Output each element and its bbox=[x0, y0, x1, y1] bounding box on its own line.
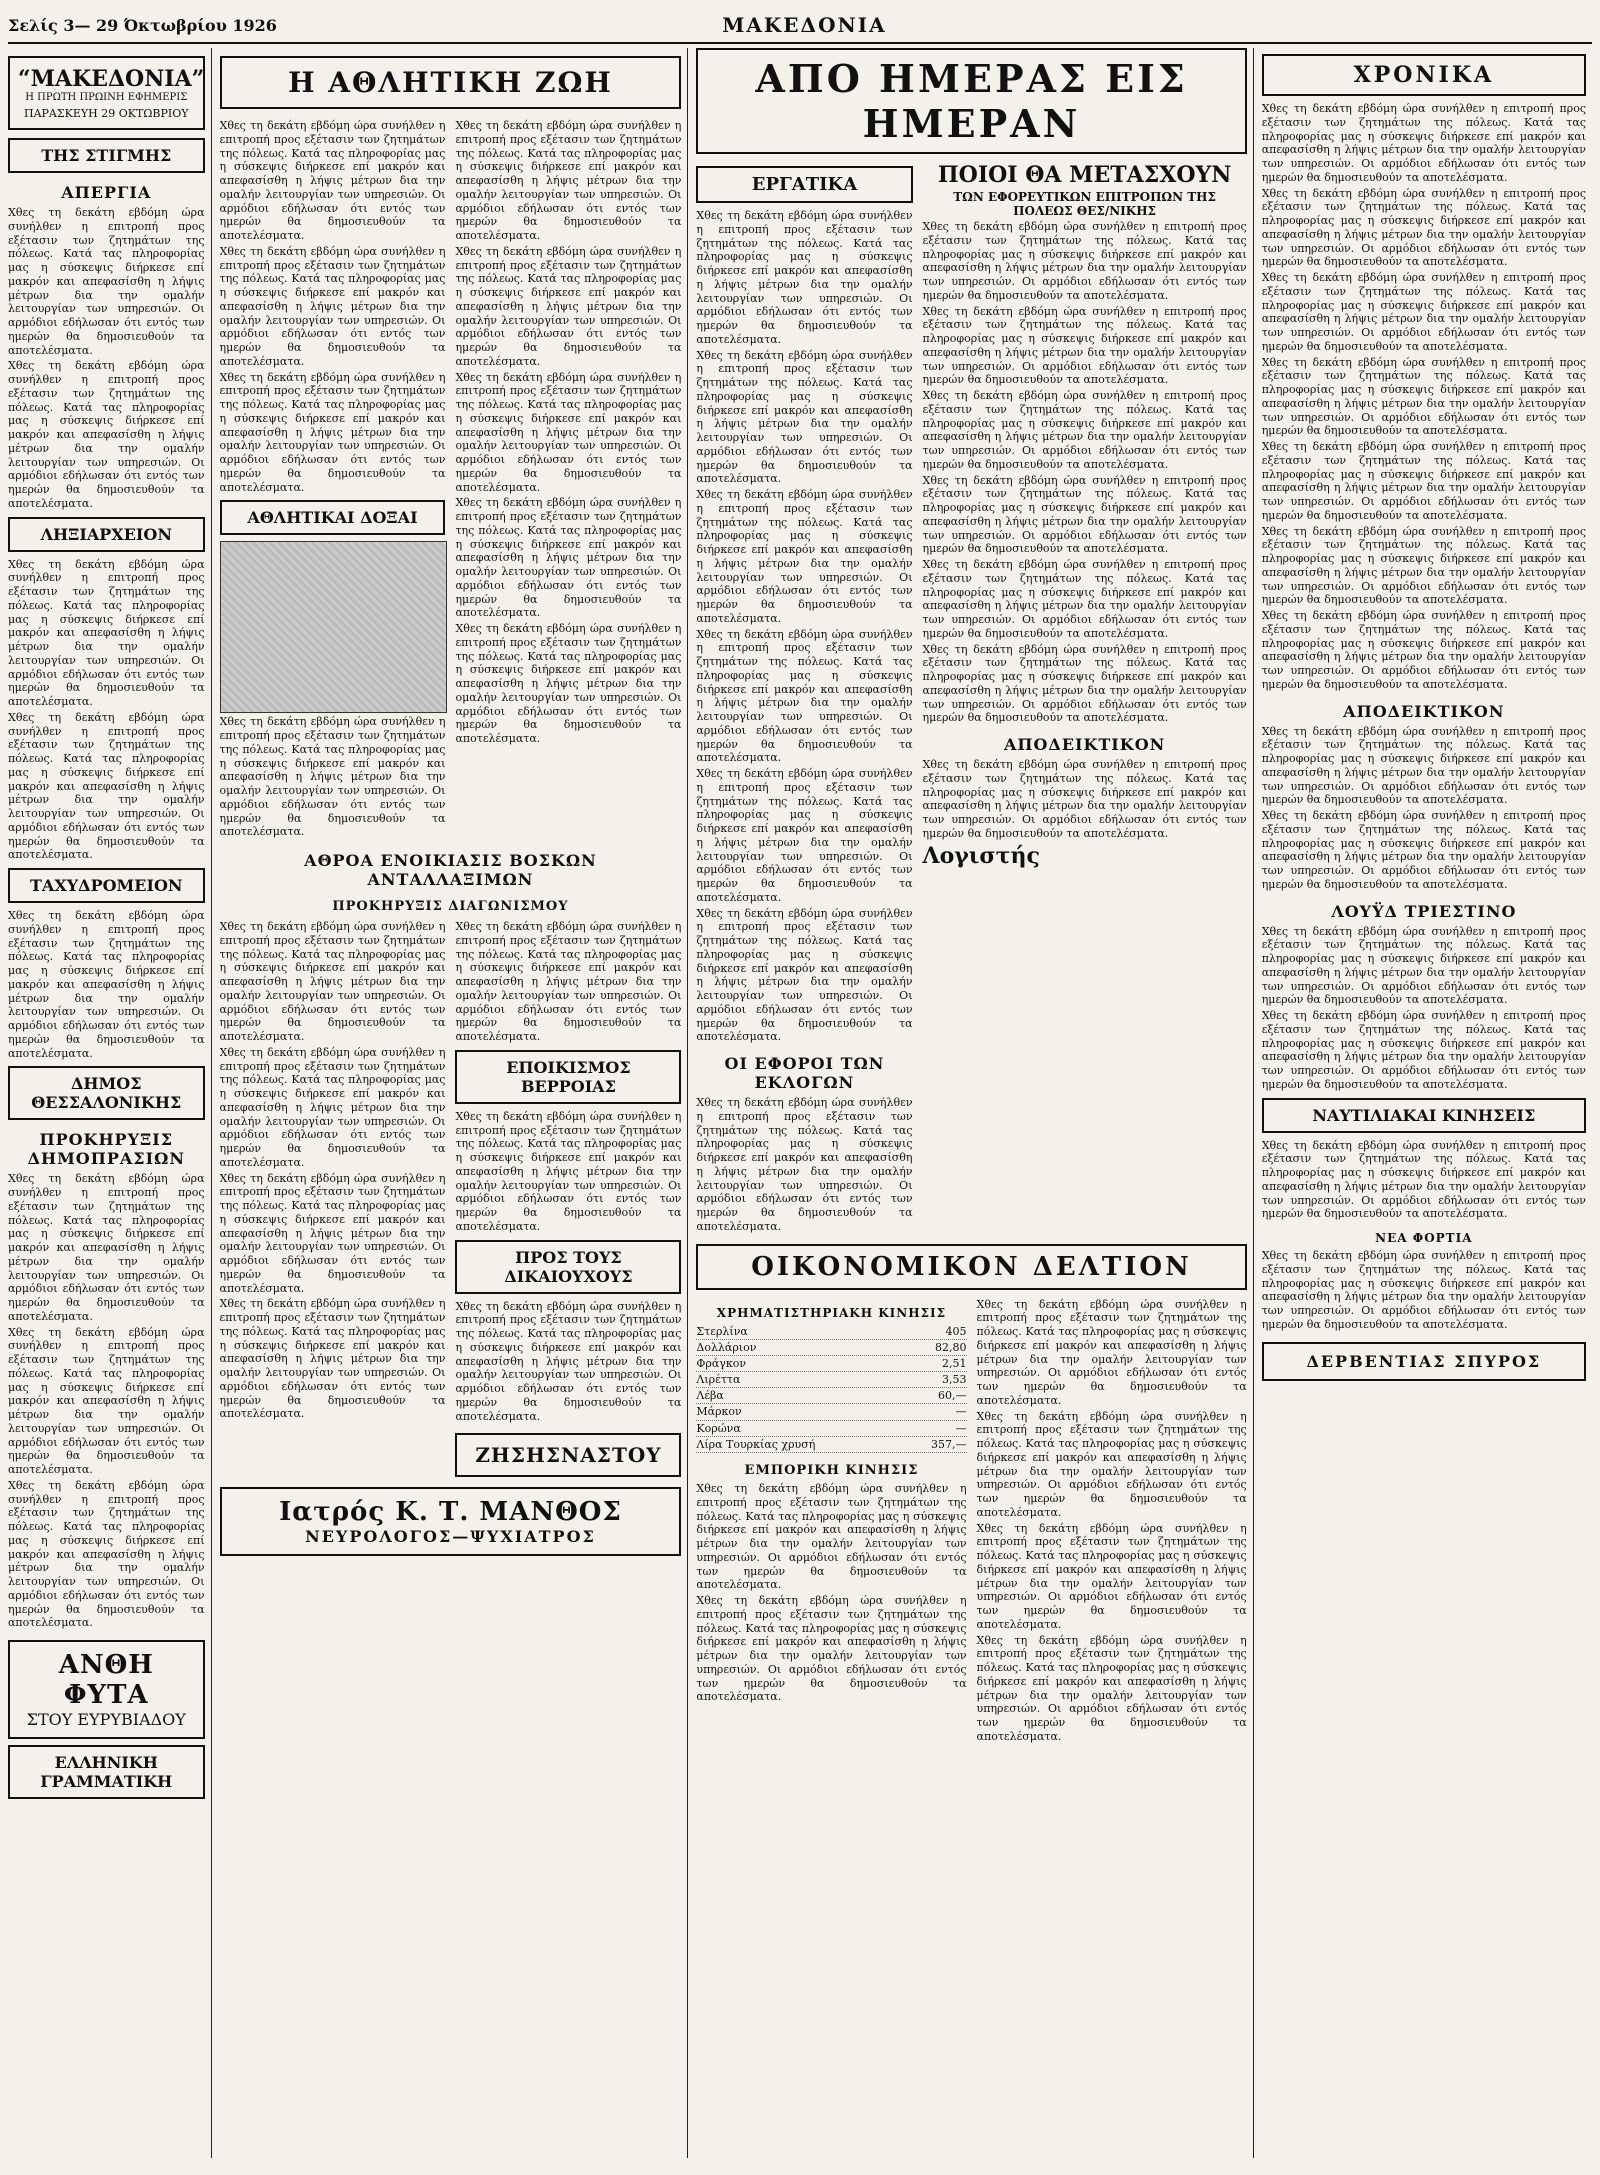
column-4: ΧΡΟΝΙΚΑ Χθες τη δεκάτη εβδόμη ώρα συνήλθεν η επιτροπή προς εξέτασιν των ζητημάτων της πόλεως. Κατά τας πληροφορίας μας η σύσκεψις διήρκεσε επί μακρόν και απεφασίσθη η λήψις μέτρων δια την ομαλήν λειτουργίαν των υπηρεσιών. Οι αρμόδιοι εδήλωσαν ότι εντός των ημερών θα δημοσιευθούν τα αποτελέσματα. Χθες τη δεκάτη εβδόμη ώρα συνήλθεν η επιτροπή προς εξέτασιν των ζητημάτων της πόλεως. Κατά τας πληροφορίας μας η σύσκεψις διήρκεσε επί μακρόν και απεφασίσθη η λήψις μέτρων δια την ομαλήν λειτουργίαν των υπηρεσιών. Οι αρμόδιοι εδήλωσαν ότι εντός των ημερών θα δημοσιευθούν τα αποτελέσματα. Χθες τη δεκάτη εβδόμη ώρα συνήλθεν η επιτροπή προς εξέτασιν των ζητημάτων της πόλεως. Κατά τας πληροφορίας μας η σύσκεψις διήρκεσε επί μακρόν και απεφασίσθη η λήψις μέτρων δια την ομαλήν λειτουργίαν των υπηρεσιών. Οι αρμόδιοι εδήλωσαν ότι εντός των ημερών θα δημοσιευθούν τα αποτελέσματα. Χθες τη δεκάτη εβδόμη ώρα συνήλθεν η επιτροπή προς εξέτασιν των ζητημάτων της πόλεως. Κατά τας πληροφορίας μας η σύσκεψις διήρκεσε επί μακρόν και απεφασίσθη η λήψις μέτρων δια την ομαλήν λειτουργίαν των υπηρεσιών. Οι αρμόδιοι εδήλωσαν ότι εντός των ημερών θα δημοσιευθούν τα αποτελέσματα. Χθες τη δεκάτη εβδόμη ώρα συνήλθεν η επιτροπή προς εξέτασιν των ζητημάτων της πόλεως. Κατά τας πληροφορίας μας η σύσκεψις διήρκεσε επί μακρόν και απεφασίσθη η λήψις μέτρων δια την ομαλήν λειτουργίαν των υπηρεσιών. Οι αρμόδιοι εδήλωσαν ότι εντός των ημερών θα δημοσιευθούν τα αποτελέσματα. Χθες τη δεκάτη εβδόμη ώρα συνήλθεν η επιτροπή προς εξέτασιν των ζητημάτων της πόλεως. Κατά τας πληροφορίας μας η σύσκεψις διήρκεσε επί μακρόν και απεφασίσθη η λήψις μέτρων δια την ομαλήν λειτουργίαν των υπηρεσιών. Οι αρμόδιοι εδήλωσαν ότι εντός των ημερών θα δημοσιευθούν τα αποτελέσματα. Χθες τη δεκάτη εβδόμη ώρα συνήλθεν η επιτροπή προς εξέτασιν των ζητημάτων της πόλεως. Κατά τας πληροφορίας μας η σύσκεψις διήρκεσε επί μακρόν και απεφασίσθη η λήψις μέτρων δια την ομαλήν λειτουργίαν των υπηρεσιών. Οι αρμόδιοι εδήλωσαν ότι εντός των ημερών θα δημοσιευθούν τα αποτελέσματα. ΑΠΟΔΕΙΚΤΙΚΟΝ Χθες τη δεκάτη εβδόμη ώρα συνήλθεν η επιτροπή προς εξέτασιν των ζητημάτων της πόλεως. Κατά τας πληροφορίας μας η σύσκεψις διήρκεσε επί μακρόν και απεφασίσθη η λήψις μέτρων δια την ομαλήν λειτουργίαν των υπηρεσιών. Οι αρμόδιοι εδήλωσαν ότι εντός των ημερών θα δημοσιευθούν τα αποτελέσματα. Χθες τη δεκάτη εβδόμη ώρα συνήλθεν η επιτροπή προς εξέτασιν των ζητημάτων της πόλεως. Κατά τας πληροφορίας μας η σύσκεψις διήρκεσε επί μακρόν και απεφασίσθη η λήψις μέτρων δια την ομαλήν λειτουργίαν των υπηρεσιών. Οι αρμόδιοι εδήλωσαν ότι εντός των ημερών θα δημοσιευθούν τα αποτελέσματα. ΛΟΥΫΔ ΤΡΙΕΣΤΙΝΟ Χθες τη δεκάτη εβδόμη ώρα συνήλθεν η επιτροπή προς εξέτασιν των ζητημάτων της πόλεως. Κατά τας πληροφορίας μας η σύσκεψις διήρκεσε επί μακρόν και απεφασίσθη η λήψις μέτρων δια την ομαλήν λειτουργίαν των υπηρεσιών. Οι αρμόδιοι εδήλωσαν ότι εντός των ημερών θα δημοσιευθούν τα αποτελέσματα. Χθες τη δεκάτη εβδόμη ώρα συνήλθεν η επιτροπή προς εξέτασιν των ζητημάτων της πόλεως. Κατά τας πληροφορίας μας η σύσκεψις διήρκεσε επί μακρόν και απεφασίσθη η λήψις μέτρων δια την ομαλήν λειτουργίαν των υπηρεσιών. Οι αρμόδιοι εδήλωσαν ότι εντός των ημερών θα δημοσιευθούν τα αποτελέσματα. ΝΑΥΤΙΛΙΑΚΑΙ ΚΙΝΗΣΕΙΣ Χθες τη δεκάτη εβδόμη ώρα συνήλθεν η επιτροπή προς εξέτασιν των ζητημάτων της πόλεως. Κατά τας πληροφορίας μας η σύσκεψις διήρκεσε επί μακρόν και απεφασίσθη η λήψις μέτρων δια την ομαλήν λειτουργίαν των υπηρεσιών. Οι αρμόδιοι εδήλωσαν ότι εντός των ημερών θα δημοσιευθούν τα αποτελέσματα. ΝΕΑ ΦΟΡΤΙΑ Χθες τη δεκάτη εβδόμη ώρα συνήλθεν η επιτροπή προς εξέτασιν των ζητημάτων της πόλεως. Κατά τας πληροφορίας μας η σύσκεψις διήρκεσε επί μακρόν και απεφασίσθη η λήψις μέτρων δια την ομαλήν λειτουργίαν των υπηρεσιών. Οι αρμόδιοι εδήλωσαν ότι εντός των ημερών θα δημοσιευθούν τα αποτελέσματα. ΔΕΡΒΕΝΤΙΑΣ ΣΠΥΡΟΣ bbox=[1262, 48, 1592, 2158]
exchange-name: Στερλίνα bbox=[696, 1324, 748, 1338]
page-date: Σελίς 3— 29 Όκτωβρίου 1926 bbox=[8, 15, 277, 35]
exchange-row bbox=[696, 1421, 966, 1437]
dimos-heading: ΔΗΜΟΣ ΘΕΣΣΑΛΟΝΙΚΗΣ bbox=[8, 1066, 205, 1120]
veroia-heading: ΕΠΟΙΚΙΣΜΟΣ ΒΕΡΡΟΙΑΣ bbox=[455, 1050, 681, 1104]
newsbox-title: “ΜΑΚΕΔΟΝΙΑ” bbox=[18, 66, 205, 92]
column-1 bbox=[8, 48, 212, 2158]
exchange-value: 82,80 bbox=[935, 1340, 967, 1354]
exchange-value: 60,— bbox=[938, 1389, 967, 1403]
sports-body bbox=[220, 117, 682, 841]
poioi-sub: ΤΩΝ ΕΦΟΡΕΥΤΙΚΩΝ ΕΠΙΤΡΟΠΩΝ ΤΗΣ ΠΟΛΕΩΣ ΘΕΣ/ΝΙΚΗΣ bbox=[953, 190, 1216, 218]
ergatika-row: ΕΡΓΑΤΙΚΑ Χθες τη δεκάτη εβδόμη ώρα συνήλθεν η επιτροπή προς εξέτασιν των ζητημάτων της πόλεως. Κατά τας πληροφορίας μας η σύσκεψις διήρκεσε επί μακρόν και απεφασίσθη η λήψις μέτρων δια την ομαλήν λειτουργίαν των υπηρεσιών. Οι αρμόδιοι εδήλωσαν ότι εντός των ημερών θα δημοσιευθούν τα αποτελέσματα. Χθες τη δεκάτη εβδόμη ώρα συνήλθεν η επιτροπή προς εξέτασιν των ζητημάτων της πόλεως. Κατά τας πληροφορίας μας η σύσκεψις διήρκεσε επί μακρόν και απεφασίσθη η λήψις μέτρων δια την ομαλήν λειτουργίαν των υπηρεσιών. Οι αρμόδιοι εδήλωσαν ότι εντός των ημερών θα δημοσιευθούν τα αποτελέσματα. Χθες τη δεκάτη εβδόμη ώρα συνήλθεν η επιτροπή προς εξέτασιν των ζητημάτων της πόλεως. Κατά τας πληροφορίας μας η σύσκεψις διήρκεσε επί μακρόν και απεφασίσθη η λήψις μέτρων δια την ομαλήν λειτουργίαν των υπηρεσιών. Οι αρμόδιοι εδήλωσαν ότι εντός των ημερών θα δημοσιευθούν τα αποτελέσματα. Χθες τη δεκάτη εβδόμη ώρα συνήλθεν η επιτροπή προς εξέτασιν των ζητημάτων της πόλεως. Κατά τας πληροφορίας μας η σύσκεψις διήρκεσε επί μακρόν και απεφασίσθη η λήψις μέτρων δια την ομαλήν λειτουργίαν των υπηρεσιών. Οι αρμόδιοι εδήλωσαν ότι εντός των ημερών θα δημοσιευθούν τα αποτελέσματα. Χθες τη δεκάτη εβδόμη ώρα συνήλθεν η επιτροπή προς εξέτασιν των ζητημάτων της πόλεως. Κατά τας πληροφορίας μας η σύσκεψις διήρκεσε επί μακρόν και απεφασίσθη η λήψις μέτρων δια την ομαλήν λειτουργίαν των υπηρεσιών. Οι αρμόδιοι εδήλωσαν ότι εντός των ημερών θα δημοσιευθούν τα αποτελέσματα. Χθες τη δεκάτη εβδόμη ώρα συνήλθεν η επιτροπή προς εξέτασιν των ζητημάτων της πόλεως. Κατά τας πληροφορίας μας η σύσκεψις διήρκεσε επί μακρόν και απεφασίσθη η λήψις μέτρων δια την ομαλήν λειτουργίαν των υπηρεσιών. Οι αρμόδιοι εδήλωσαν ότι εντός των ημερών θα δημοσιευθούν τα αποτελέσματα. ΟΙ ΕΦΟΡΟΙ ΤΩΝ ΕΚΛΟΓΩΝ Χθες τη δεκάτη εβδόμη ώρα συνήλθεν η επιτροπή προς εξέτασιν των ζητημάτων της πόλεως. Κατά τας πληροφορίας μας η σύσκεψις διήρκεσε επί μακρόν και απεφασίσθη η λήψις μέτρων δια την ομαλήν λειτουργίαν των υπηρεσιών. Οι αρμόδιοι εδήλωσαν ότι εντός των ημερών θα δημοσιευθούν τα αποτελέσματα. ΠΟΙΟΙ ΘΑ ΜΕΤΑΣΧΟΥΝ ΤΩΝ ΕΦΟΡΕΥΤΙΚΩΝ ΕΠΙΤΡΟΠΩΝ ΤΗΣ ΠΟΛΕΩΣ ΘΕΣ/ΝΙΚΗΣ Χθες τη δεκάτη εβδόμη ώρα συνήλθεν η επιτροπή προς εξέτασιν των ζητημάτων της πόλεως. Κατά τας πληροφορίας μας η σύσκεψις διήρκεσε επί μακρόν και απεφασίσθη η λήψις μέτρων δια την ομαλήν λειτουργίαν των υπηρεσιών. Οι αρμόδιοι εδήλωσαν ότι εντός των ημερών θα δημοσιευθούν τα αποτελέσματα. Χθες τη δεκάτη εβδόμη ώρα συνήλθεν η επιτροπή προς εξέτασιν των ζητημάτων της πόλεως. Κατά τας πληροφορίας μας η σύσκεψις διήρκεσε επί μακρόν και απεφασίσθη η λήψις μέτρων δια την ομαλήν λειτουργίαν των υπηρεσιών. Οι αρμόδιοι εδήλωσαν ότι εντός των ημερών θα δημοσιευθούν τα αποτελέσματα. Χθες τη δεκάτη εβδόμη ώρα συνήλθεν η επιτροπή προς εξέτασιν των ζητημάτων της πόλεως. Κατά τας πληροφορίας μας η σύσκεψις διήρκεσε επί μακρόν και απεφασίσθη η λήψις μέτρων δια την ομαλήν λειτουργίαν των υπηρεσιών. Οι αρμόδιοι εδήλωσαν ότι εντός των ημερών θα δημοσιευθούν τα αποτελέσματα. Χθες τη δεκάτη εβδόμη ώρα συνήλθεν η επιτροπή προς εξέτασιν των ζητημάτων της πόλεως. Κατά τας πληροφορίας μας η σύσκεψις διήρκεσε επί μακρόν και απεφασίσθη η λήψις μέτρων δια την ομαλήν λειτουργίαν των υπηρεσιών. Οι αρμόδιοι εδήλωσαν ότι εντός των ημερών θα δημοσιευθούν τα αποτελέσματα. Χθες τη δεκάτη εβδόμη ώρα συνήλθεν η επιτροπή προς εξέτασιν των ζητημάτων της πόλεως. Κατά τας πληροφορίας μας η σύσκεψις διήρκεσε επί μακρόν και απεφασίσθη η λήψις μέτρων δια την ομαλήν λειτουργίαν των υπηρεσιών. Οι αρμόδιοι εδήλωσαν ότι εντός των ημερών θα δημοσιευθούν τα αποτελέσματα. Χθες τη δεκάτη εβδόμη ώρα συνήλθεν η επιτροπή προς εξέτασιν των ζητημάτων της πόλεως. Κατά τας πληροφορίας μας η σύσκεψις διήρκεσε επί μακρόν και απεφασίσθη η λήψις μέτρων δια την ομαλήν λειτουργίαν των υπηρεσιών. Οι αρμόδιοι εδήλωσαν ότι εντός των ημερών θα δημοσιευθούν τα αποτελέσματα. ΑΠΟΔΕΙΚΤΙΚΟΝ Χθες τη δεκάτη εβδόμη ώρα συνήλθεν η επιτροπή προς εξέτασιν των ζητημάτων της πόλεως. Κατά τας πληροφορίας μας η σύσκεψις διήρκεσε επί μακρόν και απεφασίσθη η λήψις μέτρων δια την ομαλήν λειτουργίαν των υπηρεσιών. Οι αρμόδιοι εδήλωσαν ότι εντός των ημερών θα δημοσιευθούν τα αποτελέσματα. Λογιστής bbox=[696, 162, 1247, 1233]
newsbox-sub: Η ΠΡΩΤΗ ΠΡΩΙΝΗ ΕΦΗΜΕΡΙΣ bbox=[25, 92, 188, 103]
enoikiasis-heading: ΑΘΡΟΑ ΕΝΟΙΚΙΑΣΙΣ ΒΟΣΚΩΝ ΑΝΤΑΛΛΑΞΙΜΩΝ bbox=[304, 851, 597, 889]
column-3 bbox=[696, 48, 1253, 2158]
exchange-row bbox=[696, 1388, 966, 1404]
dikaiouchous-heading: ΠΡΟΣ ΤΟΥΣ ΔΙΚΑΙΟΥΧΟΥΣ bbox=[455, 1240, 681, 1294]
sports-text-2: Χθες τη δεκάτη εβδόμη ώρα συνήλθεν η επιτροπή προς εξέτασιν των ζητημάτων της πόλεως. Κατά τας πληροφορίας μας η σύσκεψις διήρκεσε επί μακρόν και απεφασίσθη η λήψις μέτρων δια την ομαλήν λειτουργίαν των υπηρεσιών. Οι αρμόδιοι εδήλωσαν ότι εντός των ημερών θα δημοσιευθούν τα αποτελέσματα. bbox=[219, 715, 446, 839]
exchange-row bbox=[696, 1437, 966, 1453]
exchange-name: Μάρκον bbox=[696, 1405, 742, 1419]
exchange-name: Λίρα Τουρκίας χρυσή bbox=[696, 1437, 816, 1451]
exchange-table bbox=[696, 1324, 966, 1454]
chronika-heading: ΧΡΟΝΙΚΑ bbox=[1262, 54, 1586, 96]
dimoprasion-heading: ΠΡΟΚΗΡΥΞΙΣ ΔΗΜΟΠΡΑΣΙΩΝ bbox=[27, 1130, 185, 1169]
anthi-title: ΑΝΘΗ ΦΥΤΑ bbox=[58, 1650, 154, 1710]
sports-text-1: Χθες τη δεκάτη εβδόμη ώρα συνήλθεν η επιτροπή προς εξέτασιν των ζητημάτων της πόλεως. Κατά τας πληροφορίας μας η σύσκεψις διήρκεσε επί μακρόν και απεφασίσθη η λήψις μέτρων δια την ομαλήν λειτουργίαν των υπηρεσιών. Οι αρμόδιοι εδήλωσαν ότι εντός των ημερών θα δημοσιευθούν τα αποτελέσματα. Χθες τη δεκάτη εβδόμη ώρα συνήλθεν η επιτροπή προς εξέτασιν των ζητημάτων της πόλεως. Κατά τας πληροφορίας μας η σύσκεψις διήρκεσε επί μακρόν και απεφασίσθη η λήψις μέτρων δια την ομαλήν λειτουργίαν των υπηρεσιών. Οι αρμόδιοι εδήλωσαν ότι εντός των ημερών θα δημοσιευθούν τα αποτελέσματα. Χθες τη δεκάτη εβδόμη ώρα συνήλθεν η επιτροπή προς εξέτασιν των ζητημάτων της πόλεως. Κατά τας πληροφορίας μας η σύσκεψις διήρκεσε επί μακρόν και απεφασίσθη η λήψις μέτρων δια την ομαλήν λειτουργίαν των υπηρεσιών. Οι αρμόδιοι εδήλωσαν ότι εντός των ημερών θα δημοσιευθούν τα αποτελέσματα. bbox=[219, 119, 446, 494]
newsbox-date: ΠΑΡΑΣΚΕΥΗ 29 ΟΚΤΩΒΡΙΟΥ bbox=[23, 107, 189, 120]
newspaper-page bbox=[8, 8, 1592, 2158]
emporiki-heading: ΕΜΠΟΡΙΚΗ ΚΙΝΗΣΙΣ bbox=[744, 1463, 919, 1478]
manthos-name: Ιατρός Κ. Τ. ΜΑΝΘΟΣ bbox=[279, 1497, 622, 1528]
exchange-row bbox=[696, 1404, 966, 1420]
newspaper-name: ΜΑΚΕΔΟΝΙΑ bbox=[722, 13, 887, 37]
zisenastou-ad: ΖΗΣΗΣΝΑΣΤΟΥ bbox=[455, 1433, 681, 1477]
exchange-value: — bbox=[955, 1405, 967, 1419]
exchange-name: Δολλάριον bbox=[696, 1340, 757, 1354]
athlete-photo bbox=[220, 541, 448, 713]
apergia-text: Χθες τη δεκάτη εβδόμη ώρα συνήλθεν η επιτροπή προς εξέτασιν των ζητημάτων της πόλεως. Κατά τας πληροφορίας μας η σύσκεψις διήρκεσε επί μακρόν και απεφασίσθη η λήψις μέτρων δια την ομαλήν λειτουργίαν των υπηρεσιών. Οι αρμόδιοι εδήλωσαν ότι εντός των ημερών θα δημοσιευθούν τα αποτελέσματα. Χθες τη δεκάτη εβδόμη ώρα συνήλθεν η επιτροπή προς εξέτασιν των ζητημάτων της πόλεως. Κατά τας πληροφορίας μας η σύσκεψις διήρκεσε επί μακρόν και απεφασίσθη η λήψις μέτρων δια την ομαλήν λειτουργίαν των υπηρεσιών. Οι αρμόδιοι εδήλωσαν ότι εντός των ημερών θα δημοσιευθούν τα αποτελέσματα. bbox=[8, 206, 205, 510]
poioi-heading: ΠΟΙΟΙ ΘΑ ΜΕΤΑΣΧΟΥΝ bbox=[937, 162, 1232, 188]
newsbox bbox=[8, 56, 205, 130]
exchange-value: 357,— bbox=[931, 1437, 967, 1451]
exchange-name: Λιρέττα bbox=[696, 1373, 741, 1387]
exchange-row bbox=[696, 1324, 966, 1340]
diagonismou-heading: ΠΡΟΚΗΡΥΞΙΣ ΔΙΑΓΩΝΙΣΜΟΥ bbox=[332, 899, 569, 914]
sports-heading: Η ΑΘΛΗΤΙΚΗ ΖΩΗ bbox=[220, 56, 682, 109]
exchange-name: Φράγκον bbox=[696, 1356, 747, 1370]
oikonomikon-row: ΧΡΗΜΑΤΙΣΤΗΡΙΑΚΗ ΚΙΝΗΣΙΣ Στερλίνα 405 Δολλάριον 82,80 Φράγκον 2,51 Λιρέττα 3,53 Λέβα 60,— Μάρκον — Κορώνα — Λίρα Τουρκίας χρυσή 357,— ΕΜΠΟΡΙΚΗ ΚΙΝΗΣΙΣ Χθες τη δεκάτη εβδόμη ώρα συνήλθεν η επιτροπή προς εξέτασιν των ζητημάτων της πόλεως. Κατά τας πληροφορίας μας η σύσκεψις διήρκεσε επί μακρόν και απεφασίσθη η λήψις μέτρων δια την ομαλήν λειτουργίαν των υπηρεσιών. Οι αρμόδιοι εδήλωσαν ότι εντός των ημερών θα δημοσιευθούν τα αποτελέσματα. Χθες τη δεκάτη εβδόμη ώρα συνήλθεν η επιτροπή προς εξέτασιν των ζητημάτων της πόλεως. Κατά τας πληροφορίας μας η σύσκεψις διήρκεσε επί μακρόν και απεφασίσθη η λήψις μέτρων δια την ομαλήν λειτουργίαν των υπηρεσιών. Οι αρμόδιοι εδήλωσαν ότι εντός των ημερών θα δημοσιευθούν τα αποτελέσματα. Χθες τη δεκάτη εβδόμη ώρα συνήλθεν η επιτροπή προς εξέτασιν των ζητημάτων της πόλεως. Κατά τας πληροφορίας μας η σύσκεψις διήρκεσε επί μακρόν και απεφασίσθη η λήψις μέτρων δια την ομαλήν λειτουργίαν των υπηρεσιών. Οι αρμόδιοι εδήλωσαν ότι εντός των ημερών θα δημοσιευθούν τα αποτελέσματα. Χθες τη δεκάτη εβδόμη ώρα συνήλθεν η επιτροπή προς εξέτασιν των ζητημάτων της πόλεως. Κατά τας πληροφορίας μας η σύσκεψις διήρκεσε επί μακρόν και απεφασίσθη η λήψις μέτρων δια την ομαλήν λειτουργίαν των υπηρεσιών. Οι αρμόδιοι εδήλωσαν ότι εντός των ημερών θα δημοσιευθούν τα αποτελέσματα. Χθες τη δεκάτη εβδόμη ώρα συνήλθεν η επιτροπή προς εξέτασιν των ζητημάτων της πόλεως. Κατά τας πληροφορίας μας η σύσκεψις διήρκεσε επί μακρόν και απεφασίσθη η λήψις μέτρων δια την ομαλήν λειτουργίαν των υπηρεσιών. Οι αρμόδιοι εδήλωσαν ότι εντός των ημερών θα δημοσιευθούν τα αποτελέσματα. Χθες τη δεκάτη εβδόμη ώρα συνήλθεν η επιτροπή προς εξέτασιν των ζητημάτων της πόλεως. Κατά τας πληροφορίας μας η σύσκεψις διήρκεσε επί μακρόν και απεφασίσθη η λήψις μέτρων δια την ομαλήν λειτουργίαν των υπηρεσιών. Οι αρμόδιοι εδήλωσαν ότι εντός των ημερών θα δημοσιευθούν τα αποτελέσματα. bbox=[696, 1297, 1247, 1743]
lixiarchion-heading: ΛΗΞΙΑΡΧΕΙΟΝ bbox=[8, 517, 205, 552]
stigmis-heading: ΤΗΣ ΣΤΙΓΜΗΣ bbox=[8, 138, 205, 173]
apodeiktikon-heading: ΑΠΟΔΕΙΚΤΙΚΟΝ bbox=[1003, 735, 1166, 754]
logistis-ad: Λογιστής bbox=[922, 842, 1040, 869]
ergatika-heading: ΕΡΓΑΤΙΚΑ bbox=[696, 166, 912, 203]
apergia-heading: ΑΠΕΡΓΙΑ bbox=[61, 183, 152, 202]
sports-text-3: Χθες τη δεκάτη εβδόμη ώρα συνήλθεν η επιτροπή προς εξέτασιν των ζητημάτων της πόλεως. Κατά τας πληροφορίας μας η σύσκεψις διήρκεσε επί μακρόν και απεφασίσθη η λήψις μέτρων δια την ομαλήν λειτουργίαν των υπηρεσιών. Οι αρμόδιοι εδήλωσαν ότι εντός των ημερών θα δημοσιευθούν τα αποτελέσματα. Χθες τη δεκάτη εβδόμη ώρα συνήλθεν η επιτροπή προς εξέτασιν των ζητημάτων της πόλεως. Κατά τας πληροφορίας μας η σύσκεψις διήρκεσε επί μακρόν και απεφασίσθη η λήψις μέτρων δια την ομαλήν λειτουργίαν των υπηρεσιών. Οι αρμόδιοι εδήλωσαν ότι εντός των ημερών θα δημοσιευθούν τα αποτελέσματα. Χθες τη δεκάτη εβδόμη ώρα συνήλθεν η επιτροπή προς εξέτασιν των ζητημάτων της πόλεως. Κατά τας πληροφορίας μας η σύσκεψις διήρκεσε επί μακρόν και απεφασίσθη η λήψις μέτρων δια την ομαλήν λειτουργίαν των υπηρεσιών. Οι αρμόδιοι εδήλωσαν ότι εντός των ημερών θα δημοσιευθούν τα αποτελέσματα. Χθες τη δεκάτη εβδόμη ώρα συνήλθεν η επιτροπή προς εξέτασιν των ζητημάτων της πόλεως. Κατά τας πληροφορίας μας η σύσκεψις διήρκεσε επί μακρόν και απεφασίσθη η λήψις μέτρων δια την ομαλήν λειτουργίαν των υπηρεσιών. Οι αρμόδιοι εδήλωσαν ότι εντός των ημερών θα δημοσιευθούν τα αποτελέσματα. Χθες τη δεκάτη εβδόμη ώρα συνήλθεν η επιτροπή προς εξέτασιν των ζητημάτων της πόλεως. Κατά τας πληροφορίας μας η σύσκεψις διήρκεσε επί μακρόν και απεφασίσθη η λήψις μέτρων δια την ομαλήν λειτουργίαν των υπηρεσιών. Οι αρμόδιοι εδήλωσαν ότι εντός των ημερών θα δημοσιευθούν τα αποτελέσματα. bbox=[455, 119, 682, 745]
masthead bbox=[8, 8, 1592, 44]
neo-heading: ΝΕΑ ΦΟΡΤΙΑ bbox=[1375, 1231, 1473, 1245]
manthos-ad bbox=[220, 1487, 682, 1556]
agency-ad: ΔΕΡΒΕΝΤΙΑΣ ΣΠΥΡΟΣ bbox=[1262, 1342, 1586, 1381]
exchange-name: Λέβα bbox=[696, 1389, 724, 1403]
naftiliakai-heading: ΝΑΥΤΙΛΙΑΚΑΙ ΚΙΝΗΣΕΙΣ bbox=[1262, 1098, 1586, 1133]
exchange-value: 2,51 bbox=[942, 1356, 967, 1370]
exchange-row bbox=[696, 1340, 966, 1356]
chrimatistiriaki-heading: ΧΡΗΜΑΤΙΣΤΗΡΙΑΚΗ ΚΙΝΗΣΙΣ bbox=[716, 1305, 947, 1320]
manthos-sub: ΝΕΥΡΟΛΟΓΟΣ—ΨΥΧΙΑΤΡΟΣ bbox=[305, 1527, 596, 1547]
column-2 bbox=[220, 48, 689, 2158]
apodeiktikon-heading-2: ΑΠΟΔΕΙΚΤΙΚΟΝ bbox=[1343, 701, 1505, 721]
efori-heading: ΟΙ ΕΦΟΡΟΙ ΤΩΝ ΕΚΛΟΓΩΝ bbox=[724, 1054, 885, 1092]
columns bbox=[8, 48, 1592, 2158]
lloyd-heading: ΛΟΥΫΔ ΤΡΙΕΣΤΙΝΟ bbox=[1331, 901, 1517, 921]
tachydromeion-heading: ΤΑΧΥΔΡΟΜΕΙΟΝ bbox=[8, 868, 205, 903]
anthi-ad bbox=[8, 1640, 205, 1739]
anthi-sub: ΣΤΟΥ ΕΥΡΥΒΙΑΔΟΥ bbox=[26, 1710, 186, 1729]
exchange-row bbox=[696, 1356, 966, 1372]
exchange-value: 3,53 bbox=[942, 1373, 967, 1387]
lixiarchion-text: Χθες τη δεκάτη εβδόμη ώρα συνήλθεν η επιτροπή προς εξέτασιν των ζητημάτων της πόλεως. Κατά τας πληροφορίας μας η σύσκεψις διήρκεσε επί μακρόν και απεφασίσθη η λήψις μέτρων δια την ομαλήν λειτουργίαν των υπηρεσιών. Οι αρμόδιοι εδήλωσαν ότι εντός των ημερών θα δημοσιευθούν τα αποτελέσματα. Χθες τη δεκάτη εβδόμη ώρα συνήλθεν η επιτροπή προς εξέτασιν των ζητημάτων της πόλεως. Κατά τας πληροφορίας μας η σύσκεψις διήρκεσε επί μακρόν και απεφασίσθη η λήψις μέτρων δια την ομαλήν λειτουργίαν των υπηρεσιών. Οι αρμόδιοι εδήλωσαν ότι εντός των ημερών θα δημοσιευθούν τα αποτελέσματα. bbox=[8, 557, 205, 862]
doxai-heading: ΑΘΛΗΤΙΚΑΙ ΔΟΞΑΙ bbox=[220, 500, 446, 535]
main-heading: ΑΠΟ ΗΜΕΡΑΣ ΕΙΣ ΗΜΕΡΑΝ bbox=[696, 48, 1246, 154]
exchange-value: 405 bbox=[945, 1324, 967, 1338]
grammatiki-ad: ΕΛΛΗΝΙΚΗ ΓΡΑΜΜΑΤΙΚΗ bbox=[8, 1745, 205, 1799]
exchange-value: — bbox=[955, 1421, 967, 1435]
dimoprasion-text: Χθες τη δεκάτη εβδόμη ώρα συνήλθεν η επιτροπή προς εξέτασιν των ζητημάτων της πόλεως. Κατά τας πληροφορίας μας η σύσκεψις διήρκεσε επί μακρόν και απεφασίσθη η λήψις μέτρων δια την ομαλήν λειτουργίαν των υπηρεσιών. Οι αρμόδιοι εδήλωσαν ότι εντός των ημερών θα δημοσιευθούν τα αποτελέσματα. Χθες τη δεκάτη εβδόμη ώρα συνήλθεν η επιτροπή προς εξέτασιν των ζητημάτων της πόλεως. Κατά τας πληροφορίας μας η σύσκεψις διήρκεσε επί μακρόν και απεφασίσθη η λήψις μέτρων δια την ομαλήν λειτουργίαν των υπηρεσιών. Οι αρμόδιοι εδήλωσαν ότι εντός των ημερών θα δημοσιευθούν τα αποτελέσματα. Χθες τη δεκάτη εβδόμη ώρα συνήλθεν η επιτροπή προς εξέτασιν των ζητημάτων της πόλεως. Κατά τας πληροφορίας μας η σύσκεψις διήρκεσε επί μακρόν και απεφασίσθη η λήψις μέτρων δια την ομαλήν λειτουργίαν των υπηρεσιών. Οι αρμόδιοι εδήλωσαν ότι εντός των ημερών θα δημοσιευθούν τα αποτελέσματα. bbox=[8, 1172, 205, 1630]
exchange-name: Κορώνα bbox=[696, 1421, 741, 1435]
tachydromeion-text: Χθες τη δεκάτη εβδόμη ώρα συνήλθεν η επιτροπή προς εξέτασιν των ζητημάτων της πόλεως. Κατά τας πληροφορίας μας η σύσκεψις διήρκεσε επί μακρόν και απεφασίσθη η λήψις μέτρων δια την ομαλήν λειτουργίαν των υπηρεσιών. Οι αρμόδιοι εδήλωσαν ότι εντός των ημερών θα δημοσιευθούν τα αποτελέσματα. bbox=[8, 909, 205, 1060]
enoikiasis-body: Χθες τη δεκάτη εβδόμη ώρα συνήλθεν η επιτροπή προς εξέτασιν των ζητημάτων της πόλεως. Κατά τας πληροφορίας μας η σύσκεψις διήρκεσε επί μακρόν και απεφασίσθη η λήψις μέτρων δια την ομαλήν λειτουργίαν των υπηρεσιών. Οι αρμόδιοι εδήλωσαν ότι εντός των ημερών θα δημοσιευθούν τα αποτελέσματα. Χθες τη δεκάτη εβδόμη ώρα συνήλθεν η επιτροπή προς εξέτασιν των ζητημάτων της πόλεως. Κατά τας πληροφορίας μας η σύσκεψις διήρκεσε επί μακρόν και απεφασίσθη η λήψις μέτρων δια την ομαλήν λειτουργίαν των υπηρεσιών. Οι αρμόδιοι εδήλωσαν ότι εντός των ημερών θα δημοσιευθούν τα αποτελέσματα. Χθες τη δεκάτη εβδόμη ώρα συνήλθεν η επιτροπή προς εξέτασιν των ζητημάτων της πόλεως. Κατά τας πληροφορίας μας η σύσκεψις διήρκεσε επί μακρόν και απεφασίσθη η λήψις μέτρων δια την ομαλήν λειτουργίαν των υπηρεσιών. Οι αρμόδιοι εδήλωσαν ότι εντός των ημερών θα δημοσιευθούν τα αποτελέσματα. Χθες τη δεκάτη εβδόμη ώρα συνήλθεν η επιτροπή προς εξέτασιν των ζητημάτων της πόλεως. Κατά τας πληροφορίας μας η σύσκεψις διήρκεσε επί μακρόν και απεφασίσθη η λήψις μέτρων δια την ομαλήν λειτουργίαν των υπηρεσιών. Οι αρμόδιοι εδήλωσαν ότι εντός των ημερών θα δημοσιευθούν τα αποτελέσματα. Χθες τη δεκάτη εβδόμη ώρα συνήλθεν η επιτροπή προς εξέτασιν των ζητημάτων της πόλεως. Κατά τας πληροφορίας μας η σύσκεψις διήρκεσε επί μακρόν και απεφασίσθη η λήψις μέτρων δια την ομαλήν λειτουργίαν των υπηρεσιών. Οι αρμόδιοι εδήλωσαν ότι εντός των ημερών θα δημοσιευθούν τα αποτελέσματα. ΕΠΟΙΚΙΣΜΟΣ ΒΕΡΡΟΙΑΣ Χθες τη δεκάτη εβδόμη ώρα συνήλθεν η επιτροπή προς εξέτασιν των ζητημάτων της πόλεως. Κατά τας πληροφορίας μας η σύσκεψις διήρκεσε επί μακρόν και απεφασίσθη η λήψις μέτρων δια την ομαλήν λειτουργίαν των υπηρεσιών. Οι αρμόδιοι εδήλωσαν ότι εντός των ημερών θα δημοσιευθούν τα αποτελέσματα. ΠΡΟΣ ΤΟΥΣ ΔΙΚΑΙΟΥΧΟΥΣ Χθες τη δεκάτη εβδόμη ώρα συνήλθεν η επιτροπή προς εξέτασιν των ζητημάτων της πόλεως. Κατά τας πληροφορίας μας η σύσκεψις διήρκεσε επί μακρόν και απεφασίσθη η λήψις μέτρων δια την ομαλήν λειτουργίαν των υπηρεσιών. Οι αρμόδιοι εδήλωσαν ότι εντός των ημερών θα δημοσιευθούν τα αποτελέσματα. ΖΗΣΗΣΝΑΣΤΟΥ bbox=[220, 918, 682, 1477]
oikonomikon-heading: ΟΙΚΟΝΟΜΙΚΟΝ ΔΕΛΤΙΟΝ bbox=[696, 1244, 1246, 1290]
exchange-row bbox=[696, 1372, 966, 1388]
